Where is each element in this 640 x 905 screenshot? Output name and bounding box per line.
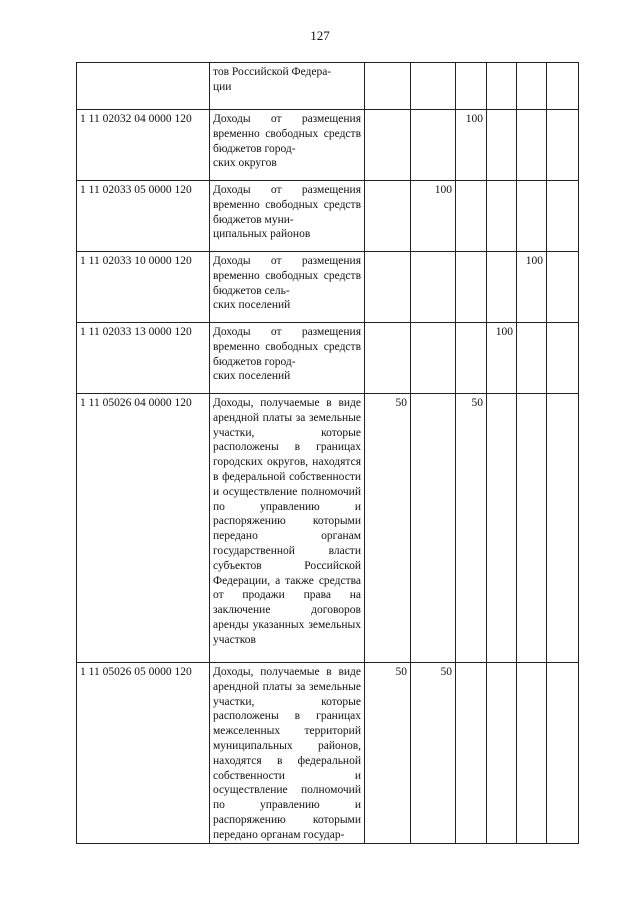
norm-value-cell [517,323,547,394]
norm-value-cell [547,394,579,663]
norm-value-cell [456,181,487,252]
norm-value-cell [517,394,547,663]
budget-code-cell: 1 11 02033 05 0000 120 [77,181,210,252]
budget-code-cell: 1 11 02033 10 0000 120 [77,252,210,323]
description-cell: Доходы от размещения временно свободных средств бюджетов муни- ципальных районов [210,181,365,252]
norm-value-cell [456,252,487,323]
budget-code-cell [77,63,210,110]
norm-value-cell [487,110,517,181]
norm-value-cell [547,63,579,110]
norm-value-cell: 50 [365,394,411,663]
description-cell: Доходы от размещения временно свободных средств бюджетов город- ских округов [210,110,365,181]
norm-value-cell [411,63,456,110]
norm-value-cell: 50 [456,394,487,663]
table-row [77,63,579,110]
norm-value-cell [487,181,517,252]
norm-value-cell [411,394,456,663]
norm-value-cell [517,663,547,844]
table-row [77,252,579,323]
norm-value-cell [517,63,547,110]
norm-value-cell [547,252,579,323]
norm-value-cell [365,323,411,394]
norm-value-cell [411,323,456,394]
budget-code-cell: 1 11 05026 04 0000 120 [77,394,210,663]
norm-value-cell: 100 [411,181,456,252]
description-cell: Доходы от размещения временно свободных средств бюджетов город- ских поселений [210,323,365,394]
norm-value-cell [487,252,517,323]
norm-value-cell [456,663,487,844]
budget-table [76,62,579,844]
budget-code-cell: 1 11 05026 05 0000 120 [77,663,210,844]
norm-value-cell [487,63,517,110]
norm-value-cell [456,323,487,394]
norm-value-cell [365,110,411,181]
page-number: 127 [310,28,330,43]
norm-value-cell [365,252,411,323]
norm-value-cell: 100 [487,323,517,394]
description-cell: Доходы, получаемые в виде арендной платы за земельные участки, которые расположены в границах межселенных территорий муниципальных районов, находятся в федеральной собственности и осуществление полномочий по управлению и распоряжению которыми передано органам государ- [210,663,365,844]
description-cell: Доходы от размещения временно свободных средств бюджетов сель- ских поселений [210,252,365,323]
norm-value-cell [547,181,579,252]
norm-value-cell [547,663,579,844]
norm-value-cell [547,110,579,181]
description-cell: Доходы, получаемые в виде арендной платы за земельные участки, которые расположены в границах городских округов, находятся в федеральной собственности и осуществление полномочий по управлению и распоряжению которыми передано органам государственной власти субъектов Российской Федерации, а также средства от продажи права на заключение договоров аренды указанных земельных участков [210,394,365,663]
norm-value-cell [487,394,517,663]
norm-value-cell [517,181,547,252]
norm-value-cell [547,323,579,394]
norm-value-cell [456,63,487,110]
description-cell: тов Российской Федера- ции [210,63,365,110]
norm-value-cell: 50 [365,663,411,844]
table-row [77,394,579,663]
norm-value-cell: 100 [456,110,487,181]
norm-value-cell [411,110,456,181]
budget-code-cell: 1 11 02033 13 0000 120 [77,323,210,394]
norm-value-cell [411,252,456,323]
table-row [77,110,579,181]
table-row [77,181,579,252]
norm-value-cell [487,663,517,844]
budget-code-cell: 1 11 02032 04 0000 120 [77,110,210,181]
norm-value-cell [517,110,547,181]
norm-value-cell: 50 [411,663,456,844]
norm-value-cell [365,63,411,110]
table-row [77,663,579,844]
table-row [77,323,579,394]
norm-value-cell [365,181,411,252]
norm-value-cell: 100 [517,252,547,323]
